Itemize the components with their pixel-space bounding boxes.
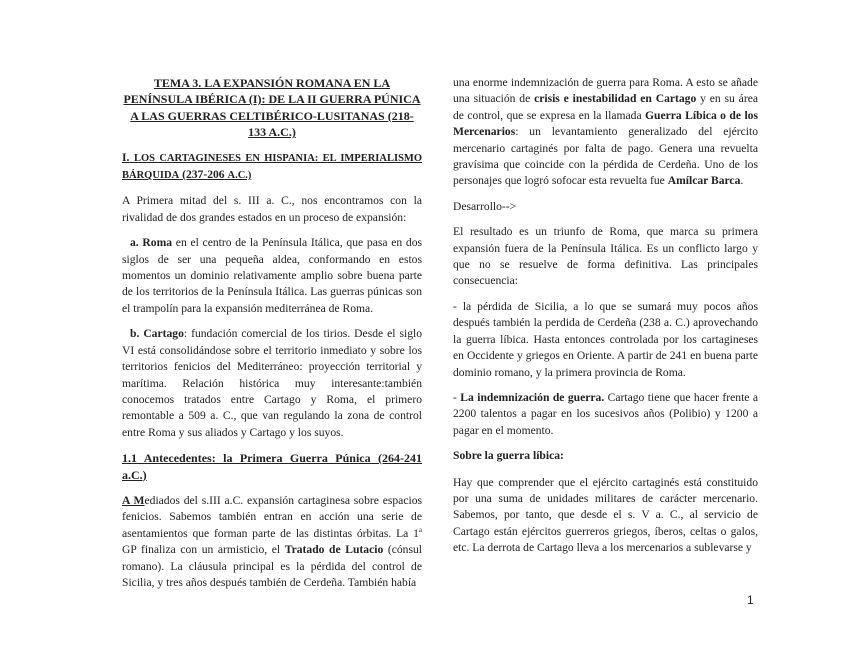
section-era: A.C.) — [227, 170, 252, 182]
section-number: I. — [122, 150, 130, 164]
cartago-text: : fundación comercial de los tirios. Desde el siglo VI está consolidándose sobre el territorio inmediato y sobre los territorios fenicios del Mediterráneo: proyección territorial y marítima. Relación histórica muy interesante:también conocemos tratados entre Cartago y Roma, el primero remontable a 509 a. C., que van regulando la zona de control entre Roma y sus aliados y Cartago y los suyos. — [122, 327, 423, 439]
ordinal-sup: a — [418, 525, 422, 534]
indemnizacion-bold: La indemnización de guerra. — [460, 390, 605, 404]
right-column — [453, 75, 758, 566]
indemnizacion-dash: - — [453, 390, 461, 404]
paragraph-antecedentes — [122, 493, 422, 591]
section-title: LOS CARTAGINESES EN HISPANIA: EL IMPERIALISMO BÁRQUIDA — [122, 152, 422, 182]
antecedentes-text-c: (cónsul romano). La cláusula principal es la pérdida del control de Sicilia, y tres años después también de Cerdeña. También había — [122, 543, 422, 589]
cartago-label: b. Cartago — [130, 327, 184, 341]
paragraph-perdida-sicilia: - la pérdida de Sicilia, a lo que se sumará muy pocos años después también la perdida de Cerdeña (238 a. C.) aprovechando la guerra líbica. Hasta entonces controlada por los cartagineses en Occidente y griegos en Oriente. A partir de 241 en buena parte dominio romano, y la primera provincia de Roma. — [453, 299, 758, 379]
subsection-heading-antecedentes: 1.1 Antecedentes: la Primera Guerra Púnica (264-241 a.C.) — [122, 451, 422, 482]
paragraph-intro: A Primera mitad del s. III a. C., nos encontramos con la rivalidad de dos grandes estados en un proceso de expansión: — [122, 194, 422, 224]
page-title: TEMA 3. LA EXPANSIÓN ROMANA EN LA PENÍNSULA IBÉRICA (I): DE LA II GUERRA PÚNICA A LAS GUERRAS CELTIBÉRICO-LUSITANAS (218-133 A.C.) — [123, 76, 421, 140]
antecedentes-lead: A M — [122, 493, 145, 507]
subsection-heading-libica: Sobre la guerra líbica: — [453, 449, 564, 463]
paragraph-resultado: El resultado es un triunfo de Roma, que marca su primera expansión fuera de la Península Itálica. Es un conflicto largo y que no se resuelve de forma definitiva. Las principales consecuencia: — [453, 225, 758, 288]
indemnizacion-text: Cartago tiene que hacer frente a 2200 talentos a pagar en los sucesivos años (Polibio) y 1200 a pagar en el momento. — [453, 390, 759, 437]
crisis-text-end: . — [740, 174, 744, 188]
page-number: 1 — [747, 593, 754, 607]
paragraph-roma — [122, 235, 422, 317]
paragraph-cartago — [122, 326, 422, 441]
crisis-text-c: : un levantamiento generalizado del ejército mercenario cartaginés por falta de pago. Genera una revuelta gravísima que coincide con la pérdida de Cerdeña. Uno de los personajes que logró sofocar esta revuelta fue — [453, 125, 758, 188]
crisis-text-b: y en su área de control, que se expresa en la llamada — [453, 92, 758, 122]
paragraph-crisis — [453, 75, 758, 190]
roma-label: a. Roma — [130, 236, 173, 250]
roma-text: en el centro de la Península Itálica, que pasa en dos siglos de ser una pequeña aldea, conformando en estos momentos un dominio relativamente amplio sobre buena parte de los territorios de la Península Itálica. Las guerras púnicas son el trampolín para la expansión mediterránea de Roma. — [122, 236, 423, 315]
amilcar-barca-bold: Amílcar Barca — [667, 174, 741, 188]
crisis-text-a: una enorme indemnización de guerra para Roma. A esto se añade una situación de — [453, 76, 758, 106]
paragraph-indemnizacion — [453, 390, 758, 439]
crisis-bold: crisis e inestabilidad en Cartago — [534, 92, 697, 106]
section-heading-1 — [122, 150, 422, 185]
antecedentes-text-a: ediados del s.III a.C. expansión cartaginesa sobre espacios fenicios. Sabemos también entran en acción una serie de asentamientos que forman parte de las distintas órbitas. La 1 — [122, 493, 422, 540]
tratado-lutacio: Tratado de Lutacio — [284, 543, 384, 557]
left-column — [122, 75, 422, 600]
paragraph-desarrollo: Desarrollo--> — [453, 199, 517, 213]
paragraph-ejercito: Hay que comprender que el ejército cartaginés está constituido por una suma de unidades militares de carácter mercenario. Sabemos, por tanto, que desde el s. V a. C., al servicio de Cartago están ejércitos guerreros griegos, íberos, celtas o galos, etc. La derrota de Cartago lleva a los mercenarios a sublevarse y — [453, 475, 758, 555]
antecedentes-text-b: GP finaliza con un armisticio, el — [122, 543, 285, 557]
guerra-libica-bold: Guerra Líbica o de los Mercenarios — [453, 108, 758, 139]
section-years: (237-206 — [182, 168, 225, 182]
